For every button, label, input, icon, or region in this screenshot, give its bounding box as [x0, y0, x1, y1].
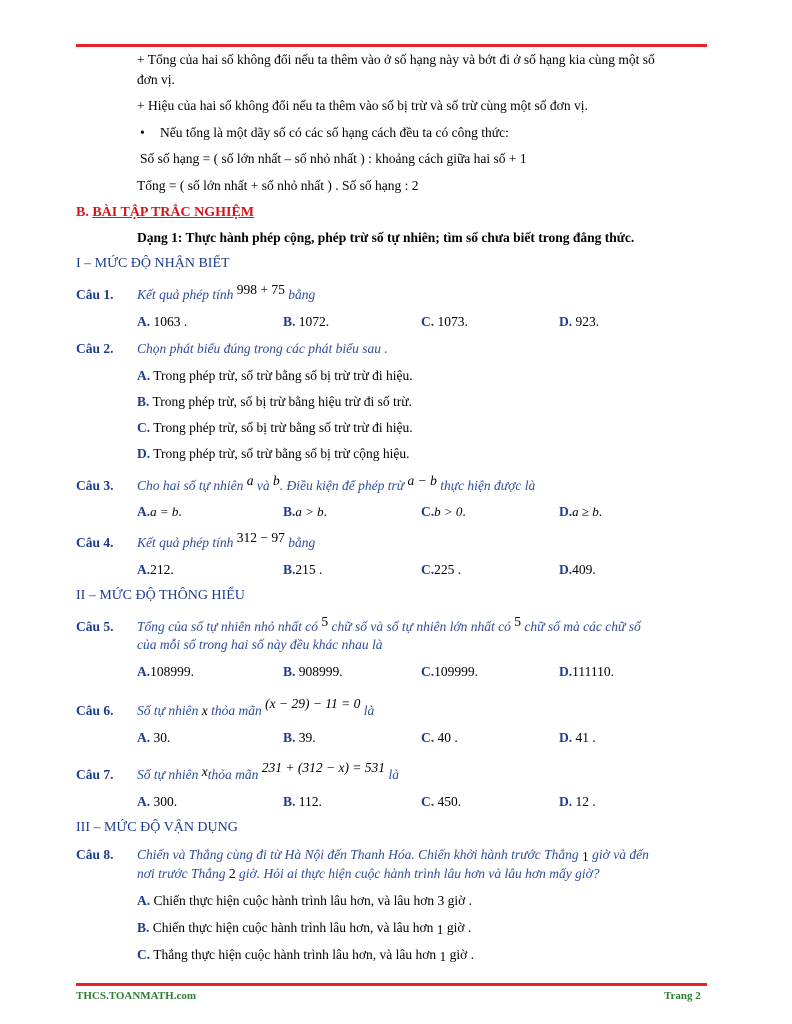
level-3-heading: III – MỨC ĐỘ VẬN DỤNG [76, 820, 238, 835]
question-3-option-a[interactable]: A.a = b. [137, 504, 182, 519]
question-6-text: Số tự nhiên x thỏa mãn (x − 29) − 11 = 0 là [137, 696, 375, 718]
question-3-label: Câu 3. [76, 478, 114, 493]
theory-formula-sum: Tổng = ( số lớn nhất + số nhỏ nhất ) . Số số hạng : 2 [137, 178, 419, 193]
question-4-option-c[interactable]: C.225 . [421, 562, 462, 577]
question-5-option-a[interactable]: A.108999. [137, 664, 194, 679]
level-1-heading: I – MỨC ĐỘ NHẬN BIẾT [76, 256, 230, 271]
question-5-label: Câu 5. [76, 619, 114, 634]
question-1-label: Câu 1. [76, 287, 114, 302]
question-1-option-a[interactable]: A. 1063 . [137, 314, 188, 329]
question-5-text-line-1: Tổng của số tự nhiên nhỏ nhất có 5 chữ số và số tự nhiên lớn nhất có 5 chữ số mà các chữ số [137, 614, 641, 634]
question-8-option-a[interactable]: A. Chiến thực hiện cuộc hành trình lâu hơn, và lâu hơn 3 giờ . [137, 893, 473, 908]
question-4-option-a[interactable]: A.212. [137, 562, 174, 577]
theory-line-3: Nếu tổng là một dãy số có các số hạng cách đều ta có công thức: [160, 125, 509, 140]
question-6-option-c[interactable]: C. 40 . [421, 730, 458, 745]
footer-page-number: Trang 2 [664, 990, 701, 1002]
question-4-text: Kết quả phép tính 312 − 97 bằng [137, 530, 316, 550]
question-8-option-b[interactable]: B. Chiến thực hiện cuộc hành trình lâu hơn, và lâu hơn 1 giờ . [137, 920, 472, 937]
theory-line-2: + Hiệu của hai số không đổi nếu ta thêm vào số bị trừ và số trừ cùng một số đơn vị. [137, 98, 588, 113]
question-5-option-b[interactable]: B. 908999. [283, 664, 343, 679]
theory-line-1: + Tổng của hai số không đổi nếu ta thêm vào ở số hạng này và bớt đi ở số hạng kia cùng một số [137, 52, 655, 67]
question-8-option-c[interactable]: C. Thắng thực hiện cuộc hành trình lâu hơn, và lâu hơn 1 giờ . [137, 947, 475, 964]
dang-1-heading: Dạng 1: Thực hành phép cộng, phép trừ số tự nhiên; tìm số chưa biết trong đẳng thức. [137, 230, 635, 245]
question-7-option-d[interactable]: D. 12 . [559, 794, 596, 809]
question-4-label: Câu 4. [76, 535, 114, 550]
question-7-text: Số tự nhiên xthỏa mãn 231 + (312 − x) = 531 là [137, 760, 399, 782]
question-3-text: Cho hai số tự nhiên a và b. Điều kiện để phép trừ a − b thực hiện được là [137, 473, 536, 493]
question-1-text: Kết quả phép tính 998 + 75 bằng [137, 282, 316, 302]
question-5-option-d[interactable]: D.111110. [559, 664, 614, 679]
question-3-option-c[interactable]: C.b > 0. [421, 504, 466, 519]
question-3-option-d[interactable]: D.a ≥ b. [559, 504, 603, 519]
question-2-option-d[interactable]: D. Trong phép trừ, số trừ bằng số bị trừ cộng hiệu. [137, 446, 410, 461]
question-2-option-c[interactable]: C. Trong phép trừ, số bị trừ bằng số trừ trừ đi hiệu. [137, 420, 413, 435]
top-rule [76, 44, 707, 47]
question-1-option-d[interactable]: D. 923. [559, 314, 600, 329]
question-1-option-c[interactable]: C. 1073. [421, 314, 468, 329]
level-2-heading: II – MỨC ĐỘ THÔNG HIỂU [76, 588, 245, 603]
question-8-text-line-1: Chiến và Thắng cùng đi từ Hà Nội đến Thanh Hóa. Chiến khởi hành trước Thắng 1 giờ và đến [137, 847, 649, 864]
question-5-option-c[interactable]: C.109999. [421, 664, 478, 679]
question-8-label: Câu 8. [76, 847, 114, 862]
question-7-label: Câu 7. [76, 767, 114, 782]
theory-formula-count: Số số hạng = ( số lớn nhất – số nhỏ nhất ) : khoảng cách giữa hai số + 1 [140, 151, 527, 166]
question-6-option-d[interactable]: D. 41 . [559, 730, 596, 745]
question-6-option-a[interactable]: A. 30. [137, 730, 171, 745]
question-7-option-b[interactable]: B. 112. [283, 794, 322, 809]
theory-line-1b: đơn vị. [137, 72, 175, 87]
question-8-text-line-2: nơi trước Thắng 2 giờ. Hỏi ai thực hiện cuộc hành trình lâu hơn và lâu hơn mấy giờ? [137, 866, 600, 881]
section-b-heading: B. BÀI TẬP TRẮC NGHIỆM [76, 205, 255, 220]
bottom-rule [76, 983, 707, 986]
question-1-option-b[interactable]: B. 1072. [283, 314, 330, 329]
question-5-text-line-2: của mỗi số trong hai số này đều khác nhau là [137, 637, 383, 652]
question-4-option-d[interactable]: D.409. [559, 562, 596, 577]
question-6-option-b[interactable]: B. 39. [283, 730, 316, 745]
bullet-icon: • [140, 125, 145, 140]
question-7-option-c[interactable]: C. 450. [421, 794, 462, 809]
footer-site-link[interactable]: THCS.TOANMATH.com [76, 990, 196, 1002]
question-7-option-a[interactable]: A. 300. [137, 794, 178, 809]
question-2-text: Chọn phát biểu đúng trong các phát biểu sau . [137, 341, 388, 356]
question-2-label: Câu 2. [76, 341, 114, 356]
question-4-option-b[interactable]: B.215 . [283, 562, 323, 577]
question-3-option-b[interactable]: B.a > b. [283, 504, 328, 519]
question-6-label: Câu 6. [76, 703, 114, 718]
question-2-option-b[interactable]: B. Trong phép trừ, số bị trừ bằng hiệu trừ đi số trừ. [137, 394, 412, 409]
question-2-option-a[interactable]: A. Trong phép trừ, số trừ bằng số bị trừ trừ đi hiệu. [137, 368, 413, 383]
